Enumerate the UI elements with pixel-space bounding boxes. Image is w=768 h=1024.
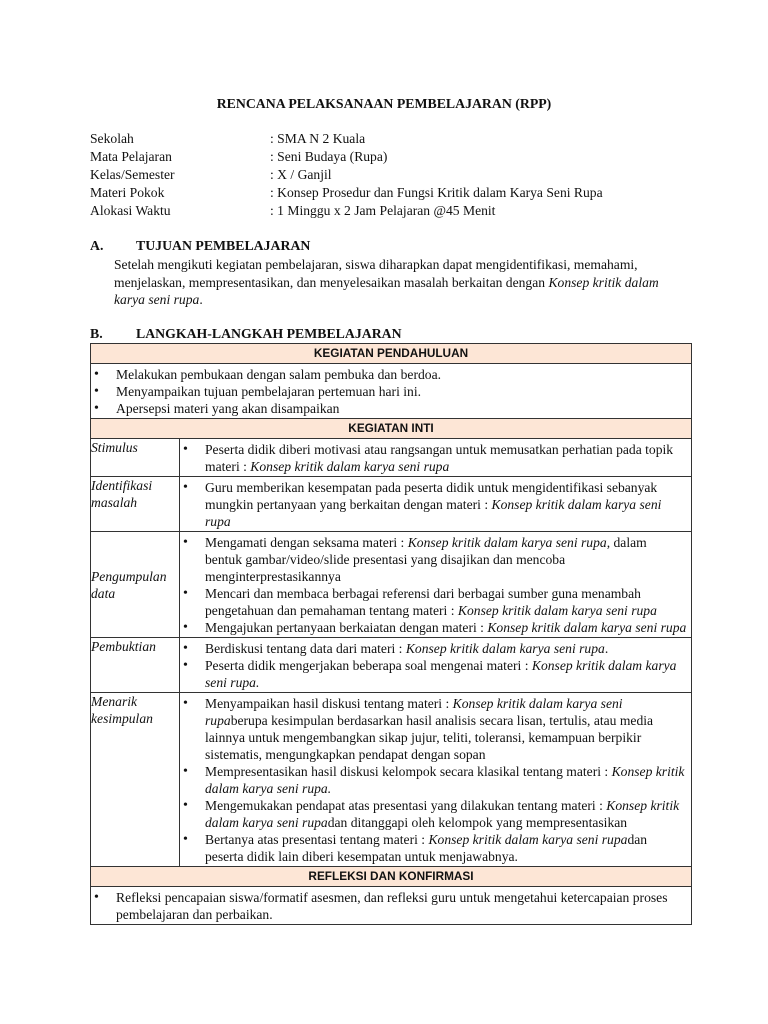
pembuktian-row: [91, 638, 692, 693]
list-item: • Menyampaikan tujuan pembelajaran pertemuan hari ini.: [91, 383, 687, 400]
item-text: Bertanya atas presentasi tentang materi :: [205, 832, 429, 847]
item-text-after: dan peserta didik lain diberi kesempatan untuk menjawabnya.: [205, 832, 648, 864]
list-item: [180, 657, 687, 691]
item-topic: Konsep kritik dalam karya seni rupa: [205, 497, 662, 529]
meta-value: : 1 Minggu x 2 Jam Pelajaran @45 Menit: [270, 203, 496, 218]
section-a-heading: [90, 237, 310, 254]
meta-label: Kelas/Semester: [90, 167, 175, 182]
pendahuluan-cell: [91, 364, 692, 419]
item-topic: Konsep kritik dalam karya seni rupa: [487, 620, 687, 635]
meta-label: Sekolah: [90, 131, 134, 146]
menarik-list: [180, 693, 691, 866]
stage-label: Menarik kesimpulan: [91, 693, 180, 867]
list-item: [180, 797, 687, 831]
stage-content: [180, 693, 692, 867]
item-topic: Konsep kritik dalam karya seni rupa: [457, 603, 657, 618]
list-item: • Refleksi pencapaian siswa/formatif asesmen, dan refleksi guru untuk mengetahui ketercapaian proses pembelajaran dan perbaikan.: [91, 889, 687, 923]
item-text: Menyampaikan hasil diskusi tentang materi :: [205, 696, 453, 711]
pendahuluan-list: [91, 364, 691, 418]
list-item: [180, 695, 687, 763]
meta-row-alokasi-waktu: [90, 202, 603, 220]
stage-label: Stimulus: [91, 439, 180, 477]
identity-block: [90, 130, 603, 220]
stage-content: [180, 638, 692, 693]
learning-objective-paragraph: [114, 256, 674, 309]
item-topic: Konsep kritik dalam karya seni rupa.: [205, 764, 685, 796]
list-item: [180, 441, 687, 475]
stage-label: Identifikasi masalah: [91, 477, 180, 532]
objective-text: Setelah mengikuti kegiatan pembelajaran, siswa diharapkan dapat mengidentifikasi, memahami, menjelaskan, mempresentasikan, dan menyelesaikan masalah berkaitan dengan: [114, 257, 638, 290]
item-text: Berdiskusi tentang data dari materi :: [205, 641, 406, 656]
objective-topic: Konsep kritik dalam karya seni rupa: [114, 274, 659, 308]
list-item: [180, 479, 687, 530]
item-text: Peserta didik diberi motivasi atau rangsangan untuk memusatkan perhatian pada topik materi :: [205, 442, 674, 474]
refleksi-cell: [91, 887, 692, 925]
identifikasi-list: [180, 477, 691, 531]
list-item: [180, 640, 687, 657]
stimulus-list: [180, 439, 691, 476]
menarik-row: [91, 693, 692, 867]
meta-row-mata-pelajaran: [90, 148, 603, 166]
stimulus-row: [91, 439, 692, 477]
list-item: • Melakukan pembukaan dengan salam pembuka dan berdoa.: [91, 366, 687, 383]
meta-row-kelas-semester: [90, 166, 603, 184]
identifikasi-row: [91, 477, 692, 532]
section-title: TUJUAN PEMBELAJARAN: [136, 238, 311, 253]
section-letter: A.: [90, 238, 104, 253]
list-item: [180, 585, 687, 619]
item-text: Guru memberikan kesempatan pada peserta didik untuk mengidentifikasi sebanyak mungkin pertanyaan yang berkaitan dengan materi :: [205, 480, 658, 512]
item-topic: Konsep kritik dalam karya seni rupa: [428, 832, 628, 847]
list-item: [180, 831, 687, 865]
pendahuluan-header-row: [91, 344, 692, 364]
meta-label: Materi Pokok: [90, 185, 165, 200]
item-text: Mempresentasikan hasil diskusi kelompok secara klasikal tentang materi :: [205, 764, 612, 779]
item-text: Mengemukakan pendapat atas presentasi yang dilakukan tentang materi :: [205, 798, 607, 813]
objective-end: .: [199, 292, 203, 308]
stage-label: Pembuktian: [91, 638, 180, 693]
item-topic: Konsep kritik dalam karya seni rupa: [205, 798, 680, 830]
pembuktian-list: [180, 638, 691, 692]
inti-header-row: [91, 419, 692, 439]
pengumpulan-row: [91, 532, 692, 638]
pengumpulan-list: [180, 532, 691, 637]
item-text-after: dan ditanggapi oleh kelompok yang mempresentasikan: [327, 815, 628, 830]
refleksi-row: [91, 887, 692, 925]
stage-content: [180, 439, 692, 477]
item-text-after: , dalam bentuk gambar/video/slide presentasi yang disajikan dan mencoba menginterprestasikannya: [205, 535, 647, 584]
item-topic: Konsep kritik dalam karya seni rupa.: [205, 658, 677, 690]
stage-content: [180, 477, 692, 532]
item-text: Peserta didik mengerjakan beberapa soal mengenai materi :: [205, 658, 532, 673]
refleksi-list: [91, 887, 691, 924]
stage-content: [180, 532, 692, 638]
meta-value: : Seni Budaya (Rupa): [270, 149, 388, 164]
item-text: Mengajukan pertanyaan berkaiatan dengan materi :: [205, 620, 488, 635]
item-text: Mengamati dengan seksama materi :: [205, 535, 408, 550]
list-item: [180, 763, 687, 797]
item-topic: Konsep kritik dalam karya seni rupa: [407, 535, 607, 550]
meta-row-materi-pokok: [90, 184, 603, 202]
pendahuluan-row: [91, 364, 692, 419]
meta-value: : SMA N 2 Kuala: [270, 131, 366, 146]
meta-row-sekolah: [90, 130, 603, 148]
item-text: Mencari dan membaca berbagai referensi dari berbagai sumber guna menambah pengetahuan dan pemahaman tentang materi :: [205, 586, 641, 618]
item-topic: Konsep kritik dalam karya seni rupa: [205, 696, 623, 728]
refleksi-header: REFLEKSI DAN KONFIRMASI: [91, 867, 692, 887]
item-text-after: .: [604, 641, 609, 656]
list-item: [180, 534, 687, 585]
section-letter: B.: [90, 326, 103, 341]
list-item: [180, 619, 687, 636]
list-item: • Apersepsi materi yang akan disampaikan: [91, 400, 687, 417]
inti-header: KEGIATAN INTI: [91, 419, 692, 439]
pendahuluan-header: KEGIATAN PENDAHULUAN: [91, 344, 692, 364]
refleksi-header-row: [91, 867, 692, 887]
item-topic: Konsep kritik dalam karya seni rupa: [405, 641, 605, 656]
section-b-heading: [90, 325, 402, 342]
meta-value: : Konsep Prosedur dan Fungsi Kritik dalam Karya Seni Rupa: [270, 185, 603, 200]
item-text-after: berupa kesimpulan berdasarkan hasil analisis secara lisan, tertulis, atau media lainnya untuk mengembangkan sikap jujur, teliti, toleransi, kemampuan berpikir sistematis, mengungkapkan pendapat dengan sopan: [205, 713, 654, 762]
item-topic: Konsep kritik dalam karya seni rupa: [250, 459, 450, 474]
document-title: RENCANA PELAKSANAAN PEMBELAJARAN (RPP): [216, 96, 552, 111]
meta-label: Mata Pelajaran: [90, 149, 172, 164]
stage-label: Pengumpulan data: [91, 532, 180, 638]
learning-steps-table: [90, 343, 692, 925]
section-title: LANGKAH-LANGKAH PEMBELAJARAN: [136, 326, 402, 341]
meta-value: : X / Ganjil: [270, 167, 332, 182]
meta-label: Alokasi Waktu: [90, 203, 171, 218]
